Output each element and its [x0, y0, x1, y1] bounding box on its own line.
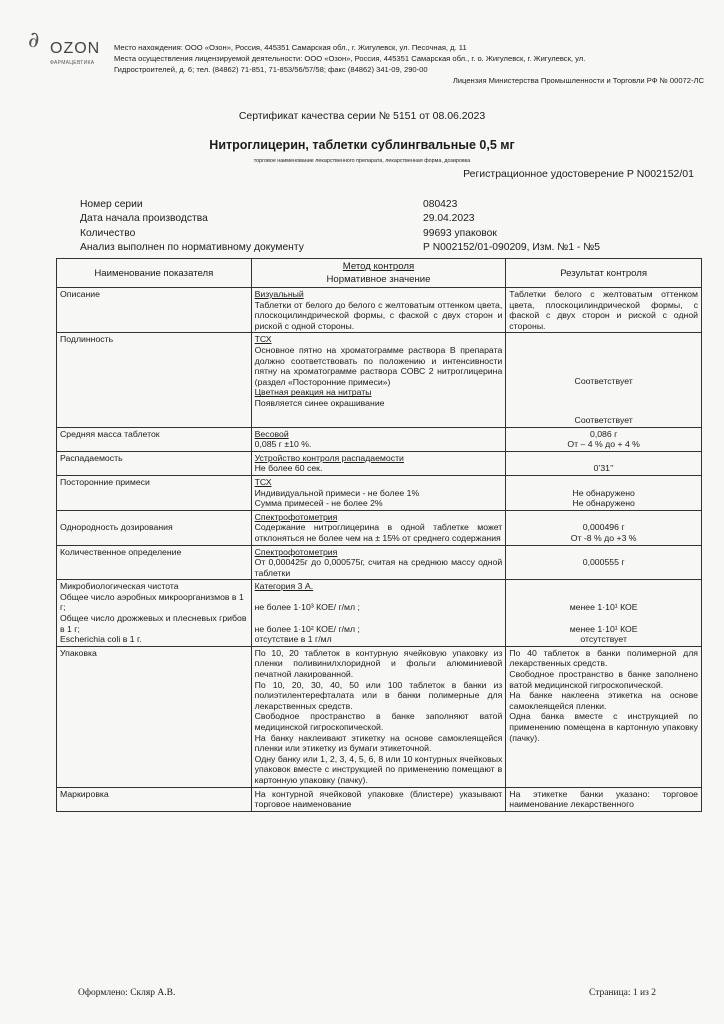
table-row-disintegration [57, 451, 702, 475]
footer-page-number: Страница: 1 из 2 [588, 988, 656, 998]
product-name: Нитроглицерин, таблетки сублингвальные 0,5 мг [209, 138, 515, 152]
row-norm [251, 333, 506, 427]
quality-table [56, 258, 702, 812]
row-norm [251, 545, 506, 580]
product-subcaption: торговое наименование лекарственного препарата, лекарственная форма, дозировка [253, 158, 471, 164]
row-result [506, 545, 702, 580]
info-label: Анализ выполнен по нормативному документу [80, 241, 304, 253]
result-text: менее 1·10¹ КОЕ [569, 623, 638, 634]
table-row-marking [57, 787, 702, 811]
info-label: Количество [80, 227, 136, 239]
table-row-identity [57, 333, 702, 427]
result-text: Соответствует [574, 414, 633, 425]
row-norm [251, 510, 506, 545]
result-text: По 40 таблеток в банки полимерной для лекарственных средств. [509, 647, 698, 669]
company-header [114, 42, 704, 86]
method-label: ТСХ [254, 476, 272, 487]
table-header [57, 259, 702, 288]
info-value: 99693 упаковок [423, 227, 497, 239]
result-text: Одна банка вместе с инструкцией по применению помещена в картонную упаковку (пачку). [509, 711, 698, 743]
header-address: Место нахождения: ООО «Озон», Россия, 445351 Самарская обл., г. Жигулевск, ул. Песочная, д. 11 [114, 43, 467, 52]
norm-text: отсутствие в 1 г/мл [254, 634, 332, 645]
row-name: Посторонние примеси [57, 475, 252, 510]
method-label: Весовой [254, 428, 289, 439]
table-row-uniformity [57, 510, 702, 545]
header-norm-title: Нормативное значение [326, 274, 431, 285]
table-row-description [57, 288, 702, 333]
header-sites: Места осуществления лицензируемой деятельности: ООО «Озон», Россия, 445351 Самарская обл., г. о. Жигулевск, г. Жигулевск, ул. [114, 54, 586, 63]
table-row-assay [57, 545, 702, 580]
table-row-packaging [57, 646, 702, 787]
norm-text: На банку наклеивают этикетку на основе самоклеящейся пленки или этикетку из бумаги этикеточной. [254, 732, 503, 754]
norm-text: По 10, 20 таблеток в контурную ячейковую упаковку из пленки поливинилхлоридной и фольги алюминиевой печатной лакированной. [254, 647, 503, 680]
result-text: От -8 % до +3 % [570, 532, 637, 543]
result-text: 0,000496 г [582, 522, 625, 533]
info-row-norm-doc [80, 241, 690, 255]
result-text: От – 4 % до + 4 % [567, 439, 640, 450]
norm-text: Содержание нитроглицерина в одной таблетке может отклоняться не более чем на ± 15% от среднего содержания [254, 522, 503, 543]
header-method [251, 259, 506, 288]
header-parameter: Наименование показателя [57, 259, 252, 288]
method-label: Цветная реакция на нитраты [254, 387, 372, 398]
company-logo [24, 26, 106, 82]
row-name: Количественное определение [57, 545, 252, 580]
norm-text: Одну банку или 1, 2, 3, 4, 5, 6, 8 или 10 контурных ячейковых упаковок вместе с инструкцией по применению помещают в картонную упаковку (пачку). [254, 753, 503, 785]
micro-sub: Общее число аэробных микроорганизмов в 1 г; [60, 591, 244, 613]
logo-mark-icon: ∂ [28, 28, 40, 53]
norm-text: По 10, 20, 30, 40, 50 или 100 таблеток в банки из полиэтилентерефталата или в банки полимерные для лекарственных средств. [254, 679, 503, 711]
info-value: 080423 [423, 199, 458, 210]
footer-prepared-by: Оформлено: Скляр А.В. [78, 988, 176, 998]
row-name [57, 580, 252, 647]
row-name-text: Микробиологическая чистота [60, 581, 179, 592]
header-method-title: Метод контроля [342, 261, 415, 272]
result-text: Не обнаружено [572, 498, 635, 509]
info-row-date [80, 212, 690, 226]
registration-certificate: Регистрационное удостоверение Р N002152/01 [463, 168, 694, 180]
row-norm: На контурной ячейковой упаковке (блистере) указывают торговое наименование [251, 787, 506, 811]
norm-text: Появляется синее окрашивание [254, 397, 385, 408]
row-norm [251, 451, 506, 475]
norm-text: 0,085 г ±10 %. [254, 439, 312, 450]
header-contacts: Гидростроителей, д. 6; тел. (84862) 71-851, 71-853/56/57/58; факс (84862) 341-09, 290-00 [114, 65, 428, 74]
row-name: Распадаемость [57, 451, 252, 475]
method-label: Спектрофотометрия [254, 511, 338, 522]
result-text: Свободное пространство в банке заполнено ватой медицинской гигроскопической. [509, 669, 698, 690]
row-name: Упаковка [57, 646, 252, 787]
norm-text: Свободное пространство в банке заполняют ватой медицинской гигроскопической. [254, 711, 503, 732]
method-label: Устройство контроля распадаемости [254, 452, 404, 463]
row-result [506, 475, 702, 510]
info-row-batch [80, 198, 690, 212]
norm-text: От 0,000425г до 0,000575г, считая на среднюю массу одной таблетки [254, 557, 503, 578]
info-row-quantity [80, 227, 690, 241]
logo-subtitle: ФАРМАЦЕВТИКА [50, 60, 95, 66]
row-name: Маркировка [57, 787, 252, 811]
info-value: 29.04.2023 [423, 213, 475, 225]
result-text: отсутствует [580, 634, 627, 645]
header-result: Результат контроля [506, 259, 702, 288]
norm-text: Основное пятно на хроматограмме раствора В препарата должно соответствовать по положению и интенсивности пятну на хроматограмме раствора СОВС 2 нитроглицерина (раздел «Посторонние примеси») [254, 344, 503, 387]
table-row-avg-mass [57, 427, 702, 451]
method-label: Спектрофотометрия [254, 546, 338, 557]
result-text: менее 1·10¹ КОЕ [569, 602, 638, 613]
result-text: 0,086 г [589, 428, 618, 439]
method-label: Визуальный [254, 289, 304, 299]
row-result [506, 510, 702, 545]
micro-sub: Escherichia coli в 1 г. [60, 634, 142, 645]
row-name-text: Однородность дозирования [60, 522, 173, 533]
row-result [506, 333, 702, 427]
result-text: Соответствует [574, 376, 633, 387]
row-result [506, 580, 702, 647]
row-norm [251, 475, 506, 510]
method-label: ТСХ [254, 334, 272, 345]
row-name: Описание [57, 288, 252, 333]
row-norm [251, 427, 506, 451]
row-result [506, 451, 702, 475]
micro-sub: Общее число дрожжевых и плесневых грибов в 1 г; [60, 613, 247, 634]
method-label: Категория 3 А. [254, 581, 314, 592]
row-norm [251, 288, 506, 333]
info-label: Дата начала производства [80, 213, 208, 225]
table-row-micro [57, 580, 702, 647]
norm-text: Не более 60 сек. [254, 463, 323, 474]
row-result: Таблетки белого с желтоватым оттенком цвета, плоскоцилиндрической формы, с фаской с двух сторон и риской с одной стороны. [506, 288, 702, 333]
info-label: Номер серии [80, 199, 143, 210]
table-row-impurities [57, 475, 702, 510]
row-result: На этикетке банки указано: торговое наименование лекарственного [506, 787, 702, 811]
header-license: Лицензия Министерства Промышленности и Торговли РФ № 00072-ЛС [452, 76, 704, 85]
row-result [506, 427, 702, 451]
row-norm [251, 646, 506, 787]
norm-text: Сумма примесей - не более 2% [254, 498, 383, 509]
norm-text: Индивидуальной примеси - не более 1% [254, 487, 420, 498]
norm-text: не более 1·10³ КОЕ/ г/мл ; [254, 602, 360, 613]
row-norm [251, 580, 506, 647]
row-name: Средняя масса таблеток [57, 427, 252, 451]
result-text: Не обнаружено [572, 487, 635, 498]
result-text: 0,000555 г [582, 557, 625, 568]
info-value: Р N002152/01-090209, Изм. №1 - №5 [423, 241, 600, 253]
norm-text: Таблетки от белого до белого с желтоватым оттенком цвета, плоскоцилиндрической формы, с фаской с двух сторон и риской с одной стороны. [254, 299, 503, 331]
logo-brand: OZON [50, 40, 101, 57]
row-name: Подлинность [57, 333, 252, 427]
row-result [506, 646, 702, 787]
certificate-title: Сертификат качества серии № 5151 от 08.06.2023 [238, 110, 486, 122]
norm-text: не более 1·10² КОЕ/ г/мл ; [254, 623, 360, 634]
result-text: 0’31’’ [593, 463, 614, 474]
row-name [57, 510, 252, 545]
result-text: На банке наклеена этикетка на основе самоклеящейся пленки. [509, 690, 698, 711]
batch-info [80, 198, 690, 255]
